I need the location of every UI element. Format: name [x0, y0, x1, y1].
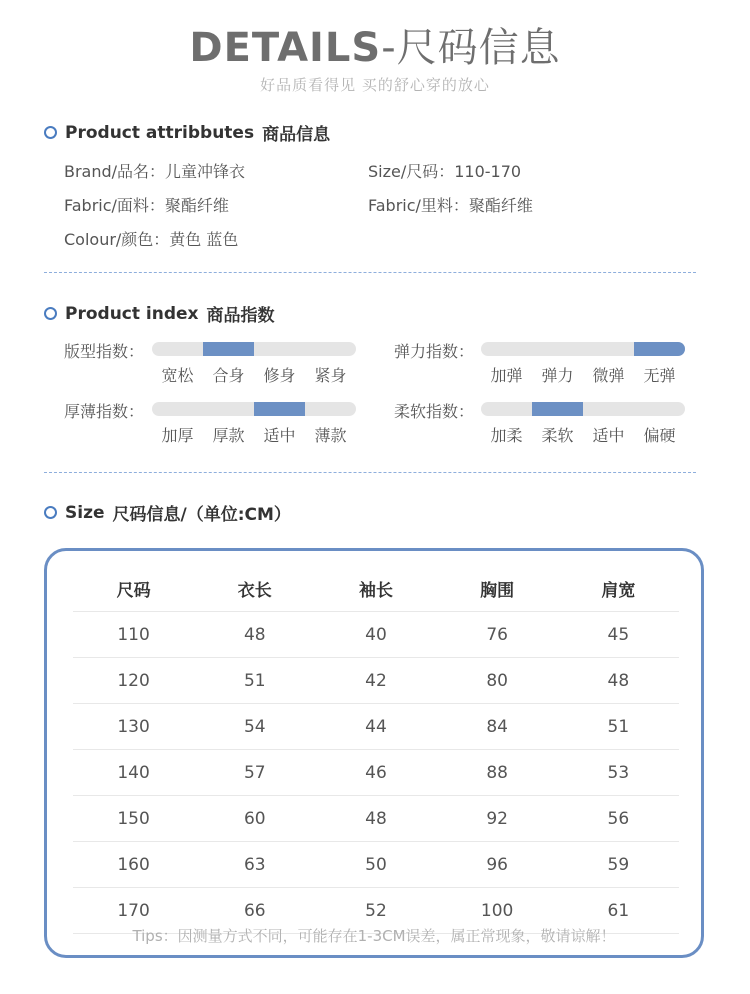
- index-option: 宽松: [161, 366, 194, 385]
- index-option: 加厚: [161, 426, 194, 445]
- table-cell: 100: [437, 888, 558, 934]
- index-label: 弹力指数：: [394, 342, 475, 361]
- index-option: 加弹: [490, 366, 523, 385]
- index-fill: [203, 342, 254, 356]
- size-table-card: [44, 548, 704, 958]
- table-row: [73, 658, 679, 704]
- table-cell: 54: [194, 704, 315, 750]
- column-header: 袖长: [315, 566, 436, 612]
- table-cell: 150: [73, 796, 194, 842]
- table-cell: 45: [558, 612, 679, 658]
- page-subtitle: 好品质看得见 买的舒心穿的放心: [260, 76, 490, 94]
- index-fill: [634, 342, 685, 356]
- table-cell: 120: [73, 658, 194, 704]
- table-row: [73, 842, 679, 888]
- index-options: [481, 423, 685, 446]
- divider: [44, 472, 696, 473]
- table-row: [73, 704, 679, 750]
- table-cell: 40: [315, 612, 436, 658]
- circle-bullet-icon: [44, 506, 57, 519]
- table-cell: 160: [73, 842, 194, 888]
- index-track: [152, 402, 356, 416]
- table-cell: 92: [437, 796, 558, 842]
- size-heading: Size 尺码信息/（单位:CM）: [44, 500, 291, 525]
- attr-brand: Brand/品名：儿童冲锋衣: [64, 162, 246, 181]
- table-cell: 96: [437, 842, 558, 888]
- index-label: 厚薄指数：: [64, 402, 145, 421]
- page-title: DETAILS-尺码信息: [189, 25, 561, 71]
- table-cell: 44: [315, 704, 436, 750]
- table-cell: 76: [437, 612, 558, 658]
- index-option: 加柔: [490, 426, 523, 445]
- index-option: 紧身: [314, 366, 347, 385]
- index-option: 适中: [592, 426, 625, 445]
- table-cell: 52: [315, 888, 436, 934]
- column-header: 尺码: [73, 566, 194, 612]
- index-track: [481, 342, 685, 356]
- tips-note: Tips：因测量方式不同，可能存在1-3CM误差，属正常现象，敬请谅解！: [132, 927, 616, 945]
- index-options: [152, 423, 356, 446]
- attr-colour: Colour/颜色：黄色 蓝色: [64, 230, 239, 249]
- index-heading: Product index 商品指数: [44, 301, 275, 326]
- table-cell: 48: [194, 612, 315, 658]
- table-cell: 50: [315, 842, 436, 888]
- index-option: 无弹: [643, 366, 676, 385]
- table-row: [73, 612, 679, 658]
- table-cell: 60: [194, 796, 315, 842]
- index-fill: [254, 402, 305, 416]
- table-cell: 46: [315, 750, 436, 796]
- index-option: 柔软: [541, 426, 574, 445]
- index-label: 版型指数：: [64, 342, 145, 361]
- header: [0, 22, 750, 95]
- table-cell: 66: [194, 888, 315, 934]
- table-cell: 110: [73, 612, 194, 658]
- table-cell: 53: [558, 750, 679, 796]
- table-cell: 63: [194, 842, 315, 888]
- size-table: [73, 566, 679, 934]
- table-cell: 88: [437, 750, 558, 796]
- attr-fabric-lining: Fabric/里料：聚酯纤维: [368, 196, 533, 215]
- divider: [44, 272, 696, 273]
- table-row: [73, 796, 679, 842]
- table-cell: 51: [558, 704, 679, 750]
- index-option: 偏硬: [643, 426, 676, 445]
- index-option: 合身: [212, 366, 245, 385]
- index-option: 弹力: [541, 366, 574, 385]
- table-cell: 170: [73, 888, 194, 934]
- index-options: [481, 363, 685, 386]
- table-cell: 140: [73, 750, 194, 796]
- table-cell: 57: [194, 750, 315, 796]
- column-header: 胸围: [437, 566, 558, 612]
- column-header: 衣长: [194, 566, 315, 612]
- table-row: [73, 750, 679, 796]
- index-option: 修身: [263, 366, 296, 385]
- index-track: [152, 342, 356, 356]
- attr-size: Size/尺码：110-170: [368, 162, 522, 181]
- table-cell: 51: [194, 658, 315, 704]
- column-header: 肩宽: [558, 566, 679, 612]
- attr-fabric-outer: Fabric/面料：聚酯纤维: [64, 196, 229, 215]
- table-cell: 61: [558, 888, 679, 934]
- table-cell: 84: [437, 704, 558, 750]
- table-cell: 42: [315, 658, 436, 704]
- index-option: 适中: [263, 426, 296, 445]
- index-option: 厚款: [212, 426, 245, 445]
- table-header-row: [73, 566, 679, 612]
- index-option: 薄款: [314, 426, 347, 445]
- table-cell: 48: [558, 658, 679, 704]
- index-options: [152, 363, 356, 386]
- index-option: 微弹: [592, 366, 625, 385]
- circle-bullet-icon: [44, 307, 57, 320]
- attributes-heading: Product attribbutes 商品信息: [44, 120, 330, 145]
- table-cell: 130: [73, 704, 194, 750]
- circle-bullet-icon: [44, 126, 57, 139]
- index-fill: [532, 402, 583, 416]
- table-cell: 56: [558, 796, 679, 842]
- index-track: [481, 402, 685, 416]
- index-label: 柔软指数：: [394, 402, 475, 421]
- table-cell: 59: [558, 842, 679, 888]
- table-cell: 48: [315, 796, 436, 842]
- table-cell: 80: [437, 658, 558, 704]
